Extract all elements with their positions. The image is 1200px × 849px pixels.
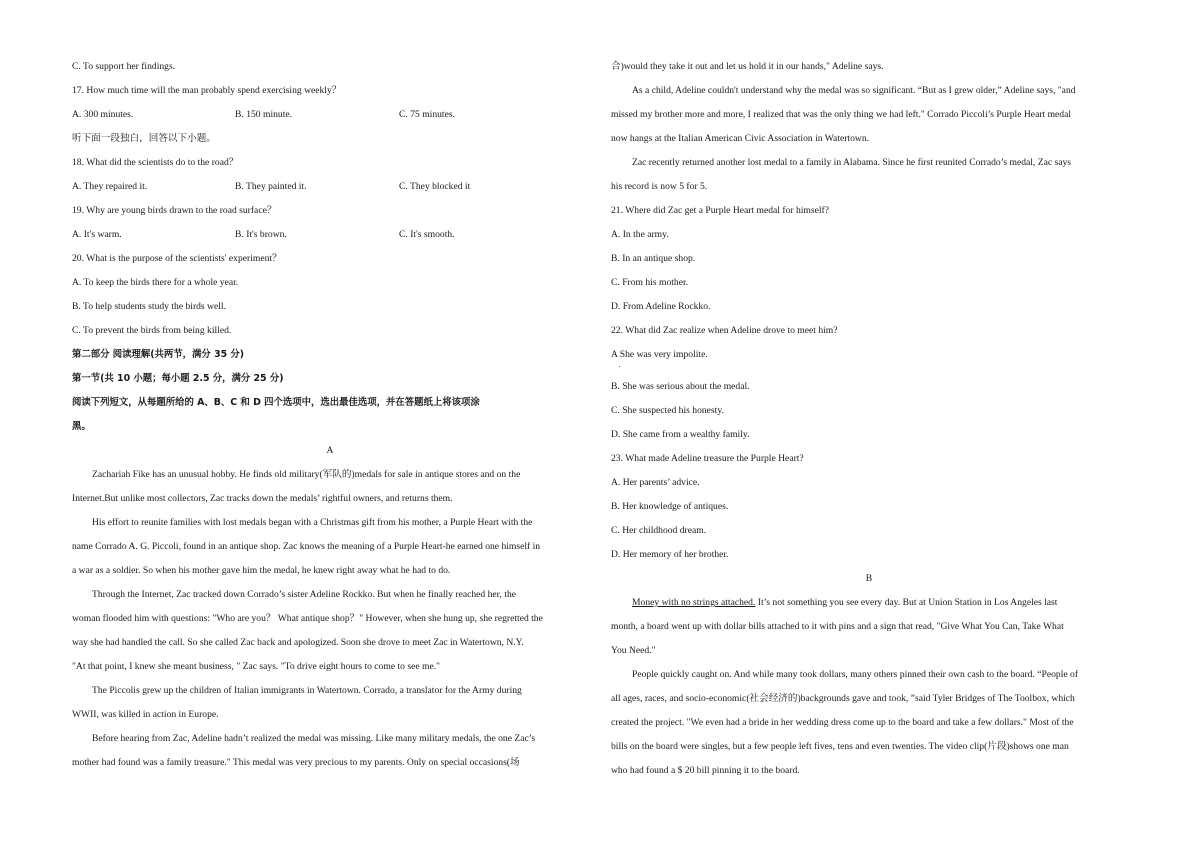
stray-dot-mark — [619, 366, 620, 367]
q23-option-b: B. Her knowledge of antiques. — [611, 501, 729, 512]
q22-option-a: A She was very impolite. — [611, 349, 708, 360]
passage-a-line: Before hearing from Zac, Adeline hadn’t realized the medal was missing. Like many military medals, the one Zac’s — [92, 733, 536, 744]
reading-instruction-line1: 阅读下列短文，从每题所给的 A、B、C 和 D 四个选项中，选出最佳选项，并在答题纸上将该项涂 — [72, 397, 480, 408]
section-one-heading: 第一节(共 10 小题；每小题 2.5 分，满分 25 分) — [72, 373, 284, 384]
q18-option-c: C. They blocked it — [399, 181, 471, 192]
passage-a-line: Internet.But unlike most collectors, Zac tracks down the medals’ rightful owners, and returns them. — [72, 493, 453, 504]
passage-b-first-line-rest: It’s not something you see every day. But at Union Station in Los Angeles last — [755, 597, 1058, 608]
q20-option-a: A. To keep the birds there for a whole year. — [72, 277, 239, 288]
question-19: 19. Why are young birds drawn to the road surface？ — [72, 205, 277, 216]
passage-b-line: You Need." — [611, 645, 656, 656]
q20-option-b: B. To help students study the birds well. — [72, 301, 226, 312]
q22-option-b: B. She was serious about the medal. — [611, 381, 750, 392]
passage-a-line: WWII, was killed in action in Europe. — [72, 709, 219, 720]
passage-b-line: People quickly caught on. And while many took dollars, many others pinned their own cash to the board. “People of — [632, 669, 1079, 680]
question-18: 18. What did the scientists do to the road？ — [72, 157, 239, 168]
q19-option-b: B. It's brown. — [235, 229, 287, 240]
question-21: 21. Where did Zac get a Purple Heart medal for himself? — [611, 205, 829, 216]
q21-option-c: C. From his mother. — [611, 277, 689, 288]
passage-a-line: "At that point, I knew she meant business, " Zac says. "To drive eight hours to come to see me." — [72, 661, 441, 672]
q20-option-c: C. To prevent the birds from being killed. — [72, 325, 232, 336]
q17-option-c: C. 75 minutes. — [399, 109, 455, 120]
passage-a-continued-line: now hangs at the Italian American Civic Association in Watertown. — [611, 133, 870, 144]
q19-option-a: A. It's warm. — [72, 229, 122, 240]
q18-option-b: B. They painted it. — [235, 181, 307, 192]
q21-option-d: D. From Adeline Rockko. — [611, 301, 711, 312]
passage-b-line: who had found a $ 20 bill pinning it to the board. — [611, 765, 800, 776]
q17-option-b: B. 150 minute. — [235, 109, 293, 120]
passage-b-line: all ages, races, and socio-economic(社会经济的)backgrounds gave and took, ”said Tyler Bridges of The Toolbox, which — [611, 693, 1075, 704]
passage-a-continued-line: Zac recently returned another lost medal to a family in Alabama. Since he first reunited Corrado’s medal, Zac says — [632, 157, 1072, 168]
q17-option-a: A. 300 minutes. — [72, 109, 134, 120]
passage-a-line: way she had handled the call. So she called Zac back and apologized. Soon she drove to meet Zac in Watertown, N.Y. — [72, 637, 524, 648]
passage-b-first-line — [632, 597, 1057, 609]
q21-option-a: A. In the army. — [611, 229, 669, 240]
question-23: 23. What made Adeline treasure the Purple Heart? — [611, 453, 804, 464]
q16-option-c: C. To support her findings. — [72, 61, 176, 72]
q19-option-c: C. It's smooth. — [399, 229, 455, 240]
question-20: 20. What is the purpose of the scientists' experiment？ — [72, 253, 282, 264]
passage-a-continued-line: missed my brother more and more, I realized that was the only thing we had left." Corrado Piccoli’s Purple Heart medal — [611, 109, 1072, 120]
passage-a-line: name Corrado A. G. Piccoli, found in an antique shop. Zac knows the meaning of a Purple Heart-he earned one himself in — [72, 541, 541, 552]
q23-option-a: A. Her parents’ advice. — [611, 477, 700, 488]
passage-b-title: B — [865, 573, 873, 584]
passage-a-continued-line: 合)would they take it out and let us hold it in our hands," Adeline says. — [611, 61, 884, 72]
passage-b-line: created the project. "We even had a bride in her wedding dress come up to the board and take a few dollars." Most of the — [611, 717, 1074, 728]
passage-a-continued-line: his record is now 5 for 5. — [611, 181, 708, 192]
q22-option-d: D. She came from a wealthy family. — [611, 429, 750, 440]
q18-option-a: A. They repaired it. — [72, 181, 148, 192]
q21-option-b: B. In an antique shop. — [611, 253, 696, 264]
passage-a-line: The Piccolis grew up the children of Italian immigrants in Watertown. Corrado, a translator for the Army during — [92, 685, 522, 696]
question-17: 17. How much time will the man probably spend exercising weekly？ — [72, 85, 342, 96]
q23-option-d: D. Her memory of her brother. — [611, 549, 729, 560]
question-22: 22. What did Zac realize when Adeline drove to meet him? — [611, 325, 838, 336]
q22-option-c: C. She suspected his honesty. — [611, 405, 724, 416]
reading-instruction-line2: 黑。 — [72, 421, 91, 432]
passage-b-line: bills on the board were singles, but a few people left fives, tens and even twenties. The video clip(片段)shows one man — [611, 741, 1069, 752]
underlined-phrase: Money with no strings attached. — [632, 597, 756, 608]
listening-instruction: 听下面一段独白，回答以下小题。 — [72, 133, 216, 144]
passage-b-line: month, a board went up with dollar bills attached to it with pins and a sign that read, "Give What You Can, Take What — [611, 621, 1064, 632]
passage-a-title: A — [326, 445, 334, 456]
passage-a-line: His effort to reunite families with lost medals began with a Christmas gift from his mother, a Purple Heart with the — [92, 517, 533, 528]
passage-a-line: mother had found was a family treasure." This medal was very precious to my parents. Only on special occasions(场 — [72, 757, 520, 768]
q23-option-c: C. Her childhood dream. — [611, 525, 707, 536]
part-two-heading: 第二部分 阅读理解(共两节，满分 35 分) — [72, 349, 245, 360]
passage-a-line: Zachariah Fike has an unusual hobby. He finds old military(军队的)medals for sale in antique stores and on the — [92, 469, 521, 480]
passage-a-line: Through the Internet, Zac tracked down Corrado’s sister Adeline Rockko. But when he finally reached her, the — [92, 589, 517, 600]
passage-a-line: a war as a soldier. So when his mother gave him the medal, he knew right away what he had to do. — [72, 565, 451, 576]
passage-a-line: woman flooded him with questions: "Who are you？ What antique shop？" However, when she hung up, she regretted the — [72, 613, 543, 624]
passage-a-continued-line: As a child, Adeline couldn't understand why the medal was so significant. “But as I grew older,” Adeline says, "and — [632, 85, 1076, 96]
